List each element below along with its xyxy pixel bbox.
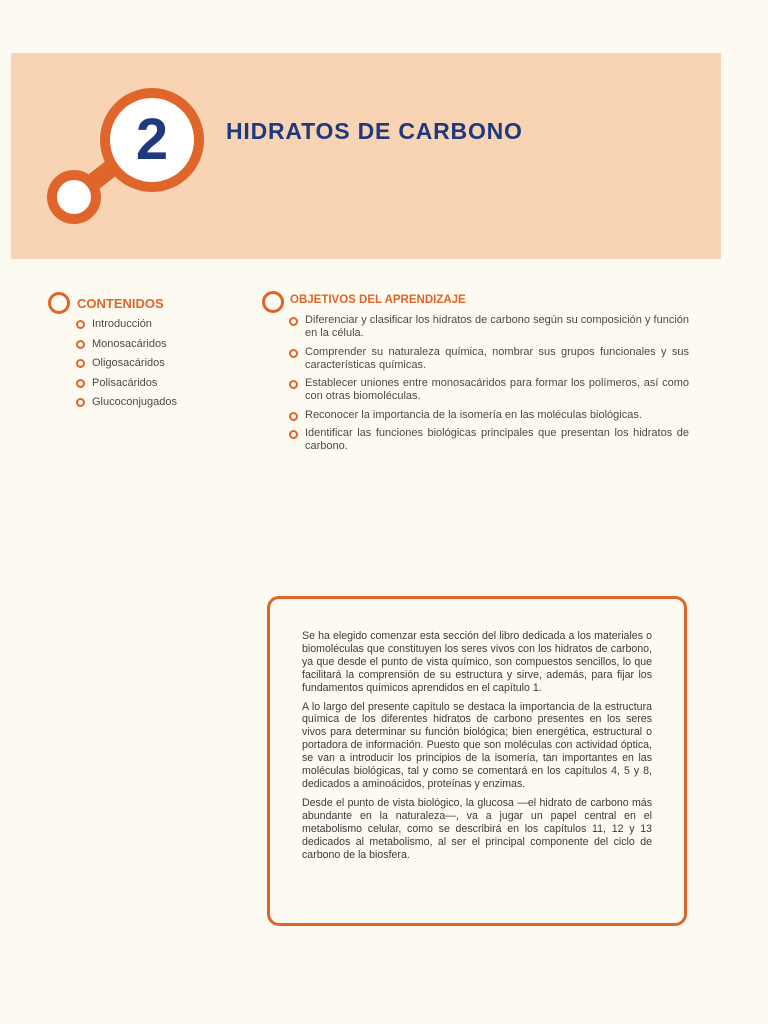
bullet-icon [289, 430, 298, 439]
bullet-icon [76, 320, 85, 329]
contents-item-label: Oligosacáridos [92, 357, 165, 370]
objective-item-text: Comprender su naturaleza química, nombrar sus grupos funcionales y sus características químicas. [305, 345, 689, 371]
contents-list [76, 317, 177, 415]
objective-item-text: Identificar las funciones biológicas principales que presentan los hidratos de carbono. [305, 427, 689, 452]
contents-item [76, 356, 177, 376]
chapter-number: 2 [135, 107, 169, 172]
contents-item [76, 337, 177, 357]
contents-item [76, 317, 177, 337]
objectives-heading: OBJETIVOS DEL APRENDIZAJE [290, 294, 466, 306]
objective-item [289, 427, 689, 453]
intro-paragraph: A lo largo del presente capítulo se destaca la importancia de la estructura química de los diferentes hidratos de carbono presentes en los seres vivos para determinar su función biológica; bien energética, estructural o portadora de información. Puesto que son moléculas con actividad óptica, se van a introducir los principios de la isomería, tan importantes en las moléculas biológicas, tal y como se comentará en los capítulos 4, 5 y 8, dedicados a aminoácidos, proteínas y enzimas. [302, 700, 652, 790]
intro-paragraph: Desde el punto de vista biológico, la glucosa —el hidrato de carbono más abundante en la naturaleza—, va a jugar un papel central en el metabolismo celular, como se describirá en los capítulos 11, 12 y 13 dedicados al metabolismo, al ser el principal componente del ciclo de carbono de la biosfera. [302, 796, 652, 861]
contents-item-label: Introducción [92, 318, 152, 330]
objectives-ring-icon [262, 291, 284, 313]
objective-item-text: Reconocer la importancia de la isomería en las moléculas biológicas. [305, 408, 642, 421]
objective-item [289, 346, 689, 372]
contents-item [76, 376, 177, 396]
objective-item [289, 314, 689, 340]
objectives-list [289, 314, 689, 459]
chapter-title: HIDRATOS DE CARBONO [226, 118, 523, 144]
objective-item [289, 409, 689, 422]
contents-item-label: Glucoconjugados [92, 396, 178, 409]
intro-paragraph: Se ha elegido comenzar esta sección del libro dedicada a los materiales o biomoléculas que constituyen los seres vivos con los hidratos de carbono, ya que desde el punto de vista químico, son compuestos sencillos, lo que facilitará la comprensión de su estructura y sirve, además, para fijar los fundamentos químicos aprendidos en el capítulo 1. [302, 630, 652, 694]
bullet-icon [289, 380, 298, 389]
bullet-icon [76, 340, 85, 349]
bullet-icon [289, 412, 298, 421]
bullet-icon [76, 398, 85, 407]
bullet-icon [76, 379, 85, 388]
contents-heading: CONTENIDOS [77, 296, 164, 311]
contents-item-label: Monosacáridos [92, 337, 167, 350]
objective-item-text: Diferenciar y clasificar los hidratos de carbono según su composición y función en la célula. [305, 314, 689, 339]
objective-item-text: Establecer uniones entre monosacáridos para formar los polímeros, así como con otras biomoléculas. [305, 377, 689, 402]
contents-ring-icon [48, 292, 70, 314]
intro-text [302, 630, 652, 867]
bullet-icon [289, 317, 298, 326]
bullet-icon [289, 349, 298, 358]
contents-item [76, 395, 177, 415]
bullet-icon [76, 359, 85, 368]
contents-item-label: Polisacáridos [92, 376, 158, 389]
objective-item [289, 377, 689, 403]
